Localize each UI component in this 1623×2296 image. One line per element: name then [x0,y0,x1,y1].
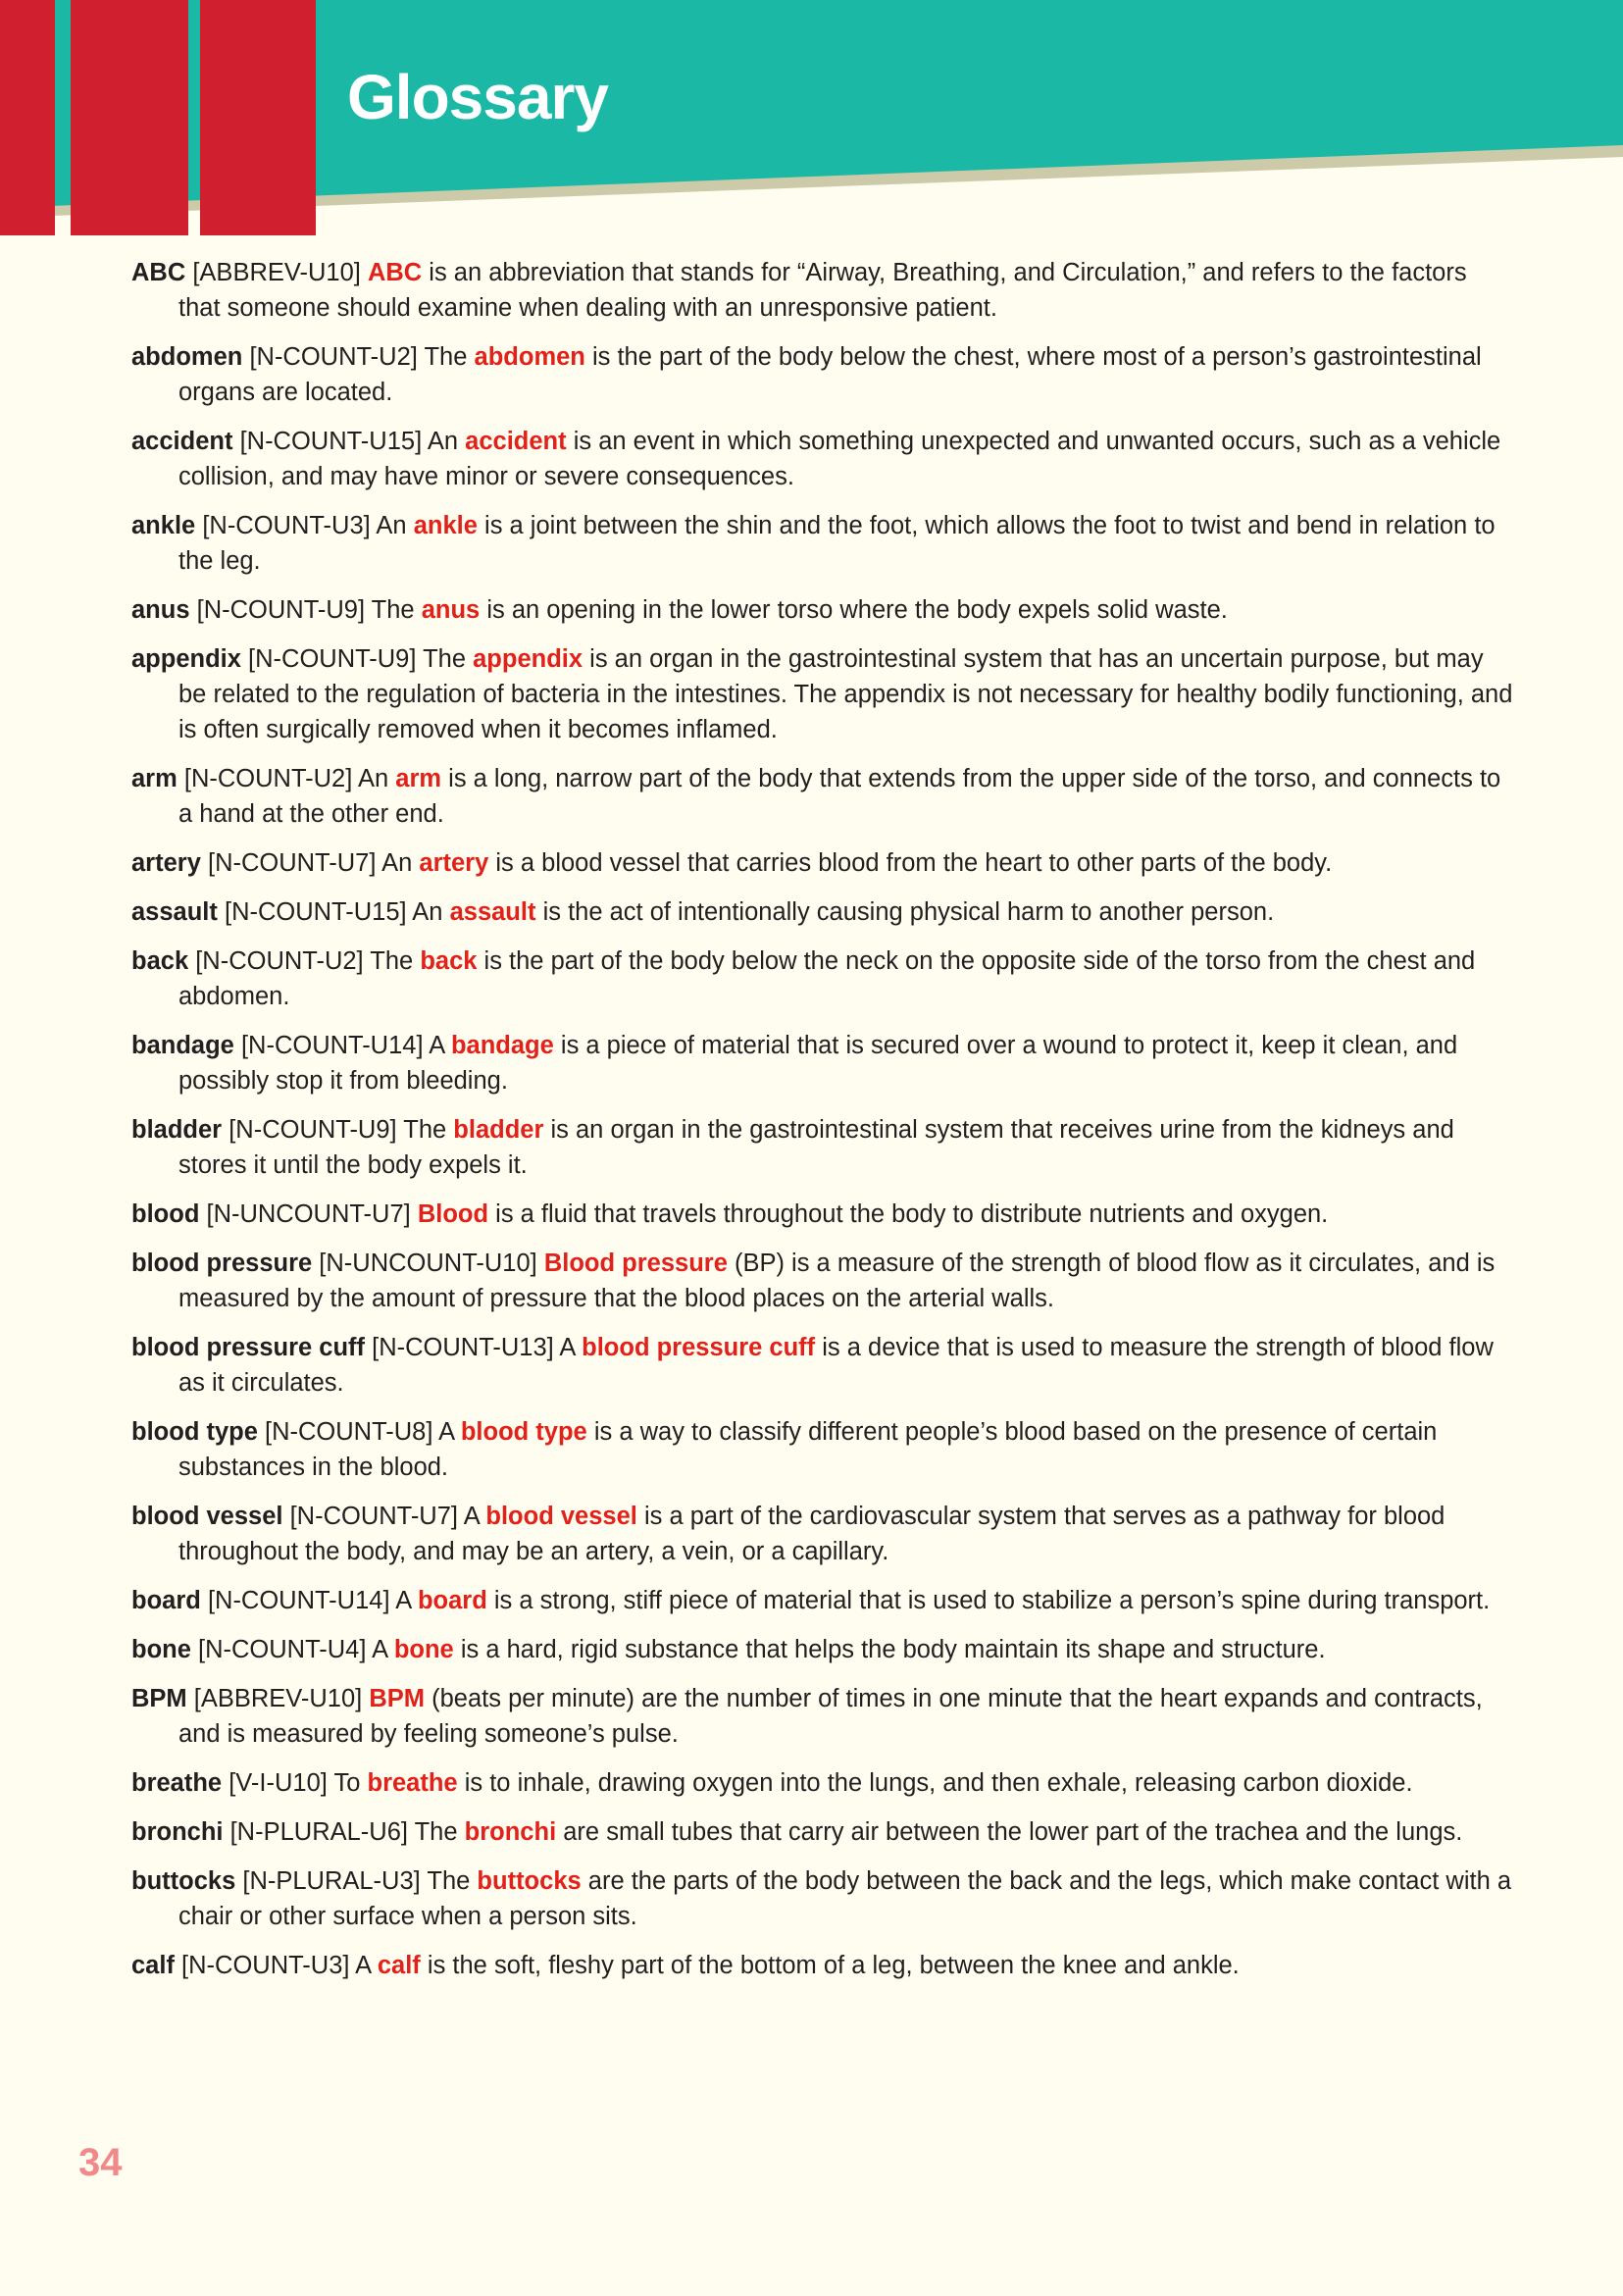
entry-highlight: ankle [413,512,478,539]
entry-highlight: buttocks [477,1867,582,1895]
entry-tag: [N-COUNT-U15] [239,428,423,455]
entry-lead: An [357,765,389,792]
entry-lead: The [371,596,415,624]
glossary-entry [131,641,1514,747]
entry-definition: is an organ in the gastrointestinal system that receives urine from the kidneys and stores it until the body expels it. [178,1116,1454,1179]
entry-definition: is an abbreviation that stands for “Airway, Breathing, and Circulation,” and refers to the factors that someone should examine when dealing with an unresponsive patient. [178,259,1467,322]
entry-lead: The [370,947,414,975]
entry-definition: is the part of the body below the chest, where most of a person’s gastrointestinal organs are located. [178,343,1482,406]
entry-term: BPM [131,1685,187,1712]
entry-tag: [V-I-U10] [228,1769,328,1797]
entry-highlight: anus [421,596,481,624]
entry-term: calf [131,1952,175,1979]
entry-tag: [ABBREV-U10] [192,259,361,286]
glossary-entry [131,592,1514,628]
entry-term: abdomen [131,343,243,371]
entry-definition: is a device that is used to measure the strength of blood flow as it circulates. [178,1334,1494,1397]
entry-definition: is the act of intentionally causing physical harm to another person. [542,898,1275,926]
glossary-entry [131,1814,1514,1850]
entry-term: blood pressure cuff [131,1334,366,1361]
entry-lead: An [427,428,459,455]
glossary-entry [131,1583,1514,1618]
entry-term: breathe [131,1769,223,1797]
glossary-entry [131,944,1514,1014]
glossary-entry [131,1681,1514,1752]
glossary-entry [131,1112,1514,1183]
entry-highlight: bladder [453,1116,544,1144]
entry-term: buttocks [131,1867,236,1895]
entry-lead: A [559,1334,576,1361]
glossary-entry [131,1414,1514,1485]
entry-term: arm [131,765,178,792]
entry-tag: [N-COUNT-U14] [207,1587,390,1614]
entry-definition: is an organ in the gastrointestinal system that has an uncertain purpose, but may be related to the regulation of bacteria in the intestines. The appendix is not necessary for healthy bodily functioning, and is often surgically removed when it becomes inflamed. [178,645,1513,743]
entry-tag: [N-COUNT-U2] [249,343,418,371]
entry-lead: A [372,1636,387,1663]
entry-highlight: bone [393,1636,454,1663]
entry-term: bronchi [131,1818,224,1846]
entry-lead: A [429,1032,444,1059]
entry-term: assault [131,898,218,926]
entry-lead: An [412,898,443,926]
entry-lead: A [395,1587,411,1614]
entry-highlight: Blood pressure [543,1250,728,1277]
red-stripe-3 [200,0,316,235]
entry-lead: An [376,512,407,539]
entry-tag: [N-UNCOUNT-U10] [319,1250,537,1277]
entry-term: back [131,947,189,975]
entry-definition: (BP) is a measure of the strength of blood flow as it circulates, and is measured by the amount of pressure that the blood places on the arterial walls. [178,1250,1496,1312]
glossary-entry [131,1197,1514,1232]
entry-highlight: bronchi [464,1818,557,1846]
entry-tag: [N-COUNT-U8] [265,1418,433,1446]
glossary-entry [131,845,1514,881]
entry-term: anus [131,596,190,624]
entry-tag: [N-PLURAL-U6] [229,1818,408,1846]
entry-definition: is to inhale, drawing oxygen into the lungs, and then exhale, releasing carbon dioxide. [464,1769,1413,1797]
glossary-entry [131,894,1514,930]
entry-lead: An [381,849,413,877]
entry-highlight: blood pressure cuff [582,1334,816,1361]
entry-highlight: bandage [450,1032,554,1059]
entry-highlight: artery [419,849,489,877]
entry-definition: is a way to classify different people’s blood based on the presence of certain substances in the blood. [178,1418,1438,1481]
entry-lead: A [355,1952,371,1979]
entry-highlight: calf [377,1952,421,1979]
entry-lead: The [403,1116,447,1144]
entry-term: bone [131,1636,191,1663]
entry-highlight: arm [395,765,442,792]
entry-definition: are the parts of the body between the back and the legs, which make contact with a chair or other surface when a person sits. [178,1867,1512,1930]
glossary-entry [131,1765,1514,1801]
entry-term: blood pressure [131,1250,313,1277]
entry-term: bandage [131,1032,234,1059]
entry-term: board [131,1587,201,1614]
entry-tag: [ABBREV-U10] [193,1685,363,1712]
glossary-entry [131,1246,1514,1316]
entry-highlight: ABC [367,259,423,286]
glossary-entry [131,1632,1514,1667]
entry-definition: is a hard, rigid substance that helps the body maintain its shape and structure. [460,1636,1326,1663]
entry-definition: is the soft, fleshy part of the bottom of a leg, between the knee and ankle. [427,1952,1240,1979]
entry-tag: [N-COUNT-U7] [289,1503,458,1530]
glossary-entry [131,1028,1514,1098]
entry-term: blood vessel [131,1503,283,1530]
entry-tag: [N-UNCOUNT-U7] [206,1200,411,1228]
entry-tag: [N-COUNT-U15] [224,898,407,926]
entry-lead: A [463,1503,480,1530]
entry-highlight: breathe [367,1769,458,1797]
entry-definition: is a blood vessel that carries blood from the heart to other parts of the body. [495,849,1333,877]
entry-lead: To [333,1769,361,1797]
glossary-entry [131,1499,1514,1569]
entry-highlight: blood type [460,1418,587,1446]
glossary-entry [131,761,1514,832]
entry-highlight: board [417,1587,487,1614]
glossary-entry [131,1330,1514,1401]
entry-lead: The [424,343,468,371]
entry-tag: [N-COUNT-U14] [240,1032,424,1059]
entry-definition: is a piece of material that is secured over a wound to protect it, keep it clean, and possibly stop it from bleeding. [178,1032,1458,1095]
entry-tag: [N-COUNT-U3] [181,1952,350,1979]
entry-tag: [N-COUNT-U2] [183,765,353,792]
entry-tag: [N-COUNT-U3] [202,512,371,539]
glossary-entry [131,255,1514,326]
entry-definition: is a strong, stiff piece of material that is used to stabilize a person’s spine during transport. [493,1587,1491,1614]
page-title: Glossary [347,62,608,132]
entry-highlight: assault [449,898,536,926]
entry-definition: are small tubes that carry air between the lower part of the trachea and the lungs. [563,1818,1463,1846]
entry-definition: (beats per minute) are the number of times in one minute that the heart expands and contracts, and is measured by feeling someone’s pulse. [178,1685,1483,1748]
entry-term: blood [131,1200,200,1228]
entry-term: ankle [131,512,196,539]
entry-tag: [N-COUNT-U2] [195,947,364,975]
red-stripe-1 [0,0,55,235]
red-stripe-2 [71,0,188,235]
glossary-entry [131,508,1514,579]
entry-definition: is a joint between the shin and the foot, which allows the foot to twist and bend in relation to the leg. [178,512,1496,575]
entry-highlight: Blood [417,1200,489,1228]
entry-term: artery [131,849,201,877]
entry-lead: The [427,1867,471,1895]
entry-definition: is the part of the body below the neck on the opposite side of the torso from the chest and abdomen. [178,947,1476,1010]
entry-tag: [N-PLURAL-U3] [242,1867,421,1895]
entry-term: accident [131,428,233,455]
entry-definition: is an opening in the lower torso where the body expels solid waste. [486,596,1228,624]
entry-definition: is a part of the cardiovascular system that serves as a pathway for blood throughout the body, and may be an artery, a vein, or a capillary. [178,1503,1445,1565]
entry-tag: [N-COUNT-U7] [207,849,377,877]
glossary-entry [131,339,1514,410]
entry-lead: A [438,1418,454,1446]
entry-term: blood type [131,1418,258,1446]
entry-tag: [N-COUNT-U13] [372,1334,554,1361]
entry-tag: [N-COUNT-U9] [196,596,366,624]
entry-highlight: blood vessel [485,1503,637,1530]
entry-definition: is an event in which something unexpected and unwanted occurs, such as a vehicle collision, and may have minor or severe consequences. [178,428,1501,490]
entry-tag: [N-COUNT-U9] [228,1116,397,1144]
entry-highlight: accident [465,428,567,455]
entry-highlight: BPM [369,1685,426,1712]
entry-definition: is a fluid that travels throughout the body to distribute nutrients and oxygen. [495,1200,1329,1228]
entry-highlight: appendix [473,645,583,673]
entry-lead: The [423,645,467,673]
entry-tag: [N-COUNT-U4] [198,1636,367,1663]
glossary-entry [131,424,1514,494]
entry-highlight: back [420,947,478,975]
entry-term: appendix [131,645,241,673]
glossary-entry [131,1863,1514,1934]
glossary-list [131,255,1514,1997]
entry-lead: The [414,1818,458,1846]
entry-highlight: abdomen [474,343,585,371]
header-banner [0,0,1623,235]
entry-term: ABC [131,259,186,286]
entry-term: bladder [131,1116,223,1144]
glossary-entry [131,1948,1514,1983]
header-graphic [0,0,1623,235]
page-number: 34 [78,2141,123,2184]
entry-definition: is a long, narrow part of the body that extends from the upper side of the torso, and connects to a hand at the other end. [178,765,1501,828]
entry-tag: [N-COUNT-U9] [248,645,417,673]
